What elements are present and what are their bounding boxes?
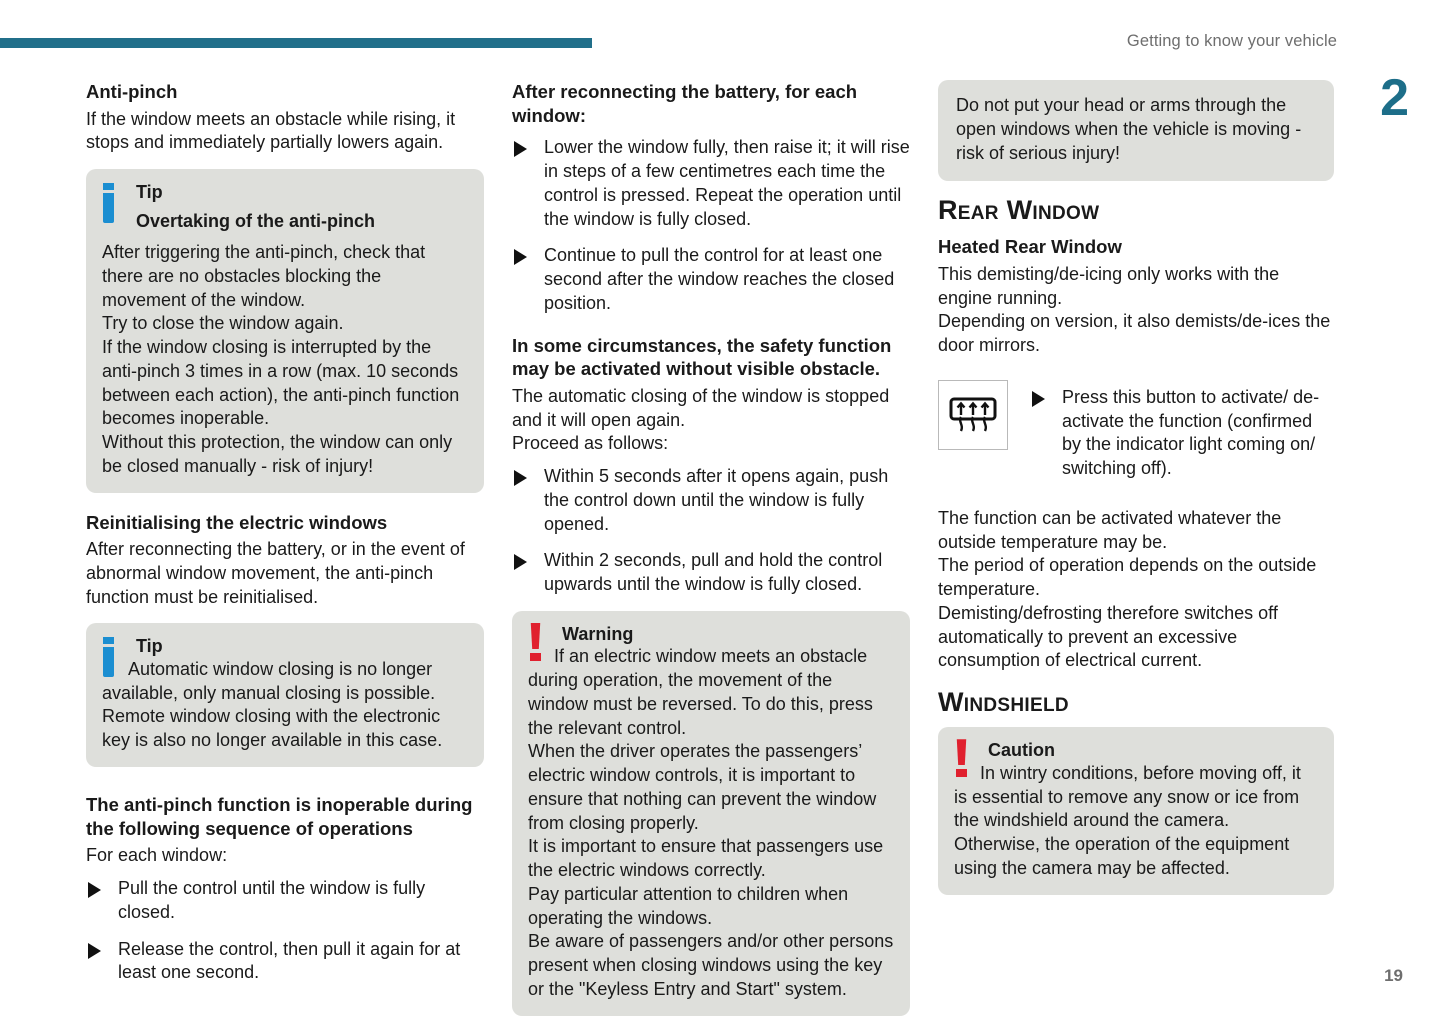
button-figure-frame [938, 380, 1008, 450]
info-i-icon [103, 637, 114, 677]
list-item [512, 465, 910, 536]
heading-safety-function: In some circumstances, the safety function may be activated without visible obstacle. [512, 334, 892, 380]
list-item-label: Release the control, then pull it again for at least one second. [118, 938, 461, 983]
header-accent-rule [0, 38, 592, 48]
list-item-label: Continue to pull the control for at least one second after the window reaches the closed position. [544, 245, 895, 313]
triangle-bullet-icon [88, 882, 101, 898]
caution-body: In wintry conditions, before moving off, it is essential to remove any snow or ice from the windshield around the camera. Otherwise, the operation of the equipment using the camera may be affected. [954, 762, 1301, 878]
heading-rear-window: Rear Window [938, 195, 1100, 226]
tip-subtitle: Overtaking of the anti-pinch [136, 210, 376, 231]
left-column [86, 80, 484, 985]
tip-title: Tip [136, 182, 163, 203]
heated-rear-window-body: This demisting/de-icing only works with the engine running. Depending on version, it also demists/de-ices the door mirrors. [938, 263, 1331, 356]
list-item [512, 244, 910, 315]
triangle-bullet-icon [514, 470, 527, 486]
reinitialising-body: After reconnecting the battery, or in the event of abnormal window movement, the anti-pinch function must be reinitialised. [86, 539, 465, 607]
triangle-bullet-icon [514, 249, 527, 265]
circumstances-body: The automatic closing of the window is stopped and it will open again. Proceed as follows: [512, 385, 890, 454]
rear-window-defroster-icon [947, 395, 999, 435]
reconnect-steps-list [512, 136, 910, 315]
tip-box-overtaking [86, 169, 484, 492]
note-box-open-windows [938, 80, 1334, 181]
warning-body: If an electric window meets an obstacle during operation, the movement of the window must be reversed. To do this, press the relevant control. When the driver operates the passengers’ electric window controls, it is important to ensure that nothing can prevent the window from closing properly. It is important to ensure that passengers use the electric windows correctly. Pay particular attention to children when operating the windows. Be aware of passengers and/or other persons present when closing windows using the key or the "Keyless Entry and Start" system. [528, 646, 894, 999]
info-i-icon [103, 183, 114, 223]
function-activation-body: The function can be activated whatever the outside temperature may be. The period of operation depends on the outside temperature. Demisting/defrosting therefore switches off automatically to prevent an excessive consumption of electrical current. [938, 507, 1317, 671]
tip-body: Automatic window closing is no longer available, only manual closing is possible. Remote window closing with the electronic key is also no longer available in this case. [102, 658, 443, 751]
heading-windshield: Windshield [938, 687, 1069, 718]
middle-column [512, 80, 910, 1016]
defroster-button-caption [1030, 380, 1334, 481]
list-item [86, 877, 484, 925]
list-item-label: Within 2 seconds, pull and hold the control upwards until the window is fully closed. [544, 550, 883, 595]
exclamation-icon [530, 623, 541, 661]
anti-pinch-body: If the window meets an obstacle while rising, it stops and immediately partially lowers again. [86, 108, 456, 153]
heading-anti-pinch: Anti-pinch [86, 81, 178, 102]
caution-title: Caution [988, 740, 1055, 761]
triangle-bullet-icon [88, 943, 101, 959]
triangle-bullet-icon [1032, 391, 1045, 407]
list-item [512, 549, 910, 597]
heading-heated-rear-window: Heated Rear Window [938, 236, 1122, 258]
tip-title: Tip [136, 636, 163, 657]
triangle-bullet-icon [514, 554, 527, 570]
defroster-button-figure-row [938, 380, 1334, 481]
page-number: 19 [1384, 966, 1403, 985]
list-item-label: Pull the control until the window is fully closed. [118, 878, 426, 922]
chapter-number: 2 [1380, 69, 1409, 127]
tip-box-automatic-closing [86, 623, 484, 767]
list-item-label: Lower the window fully, then raise it; it will rise in steps of a few centimetres each time the control is pressed. Repeat the operation until the window is fully closed. [544, 137, 910, 229]
triangle-bullet-icon [514, 141, 527, 157]
anti-pinch-steps-list [86, 877, 484, 985]
right-column [938, 80, 1334, 895]
for-each-window-label: For each window: [86, 845, 228, 866]
list-item [86, 938, 484, 986]
warning-title: Warning [562, 623, 634, 644]
heading-inoperable-sequence: The anti-pinch function is inoperable during the following sequence of operations [86, 793, 473, 839]
list-item [512, 136, 910, 231]
tip-body: After triggering the anti-pinch, check that there are no obstacles blocking the movement of the window. Try to close the window again. If the window closing is interrupted by the anti-pinch 3 times in a row (max. 10 seconds between each action), the anti-pinch function becomes inoperable. Without this protection, the window can only be closed manually - risk of injury! [102, 242, 460, 476]
caution-box [938, 727, 1334, 894]
warning-box [512, 611, 910, 1016]
list-item-label: Within 5 seconds after it opens again, push the control down until the window is fully opened. [544, 466, 889, 534]
running-head: Getting to know your vehicle [1126, 32, 1337, 50]
defroster-button-caption-label: Press this button to activate/ de-activate the function (confirmed by the indicator light coming on/ switching off). [1062, 386, 1320, 479]
heading-reinitialising: Reinitialising the electric windows [86, 511, 388, 533]
note-body: Do not put your head or arms through the open windows when the vehicle is moving - risk of serious injury! [956, 95, 1302, 163]
heading-after-reconnecting: After reconnecting the battery, for each window: [512, 81, 858, 126]
exclamation-icon [956, 739, 967, 777]
circumstances-steps-list [512, 465, 910, 597]
